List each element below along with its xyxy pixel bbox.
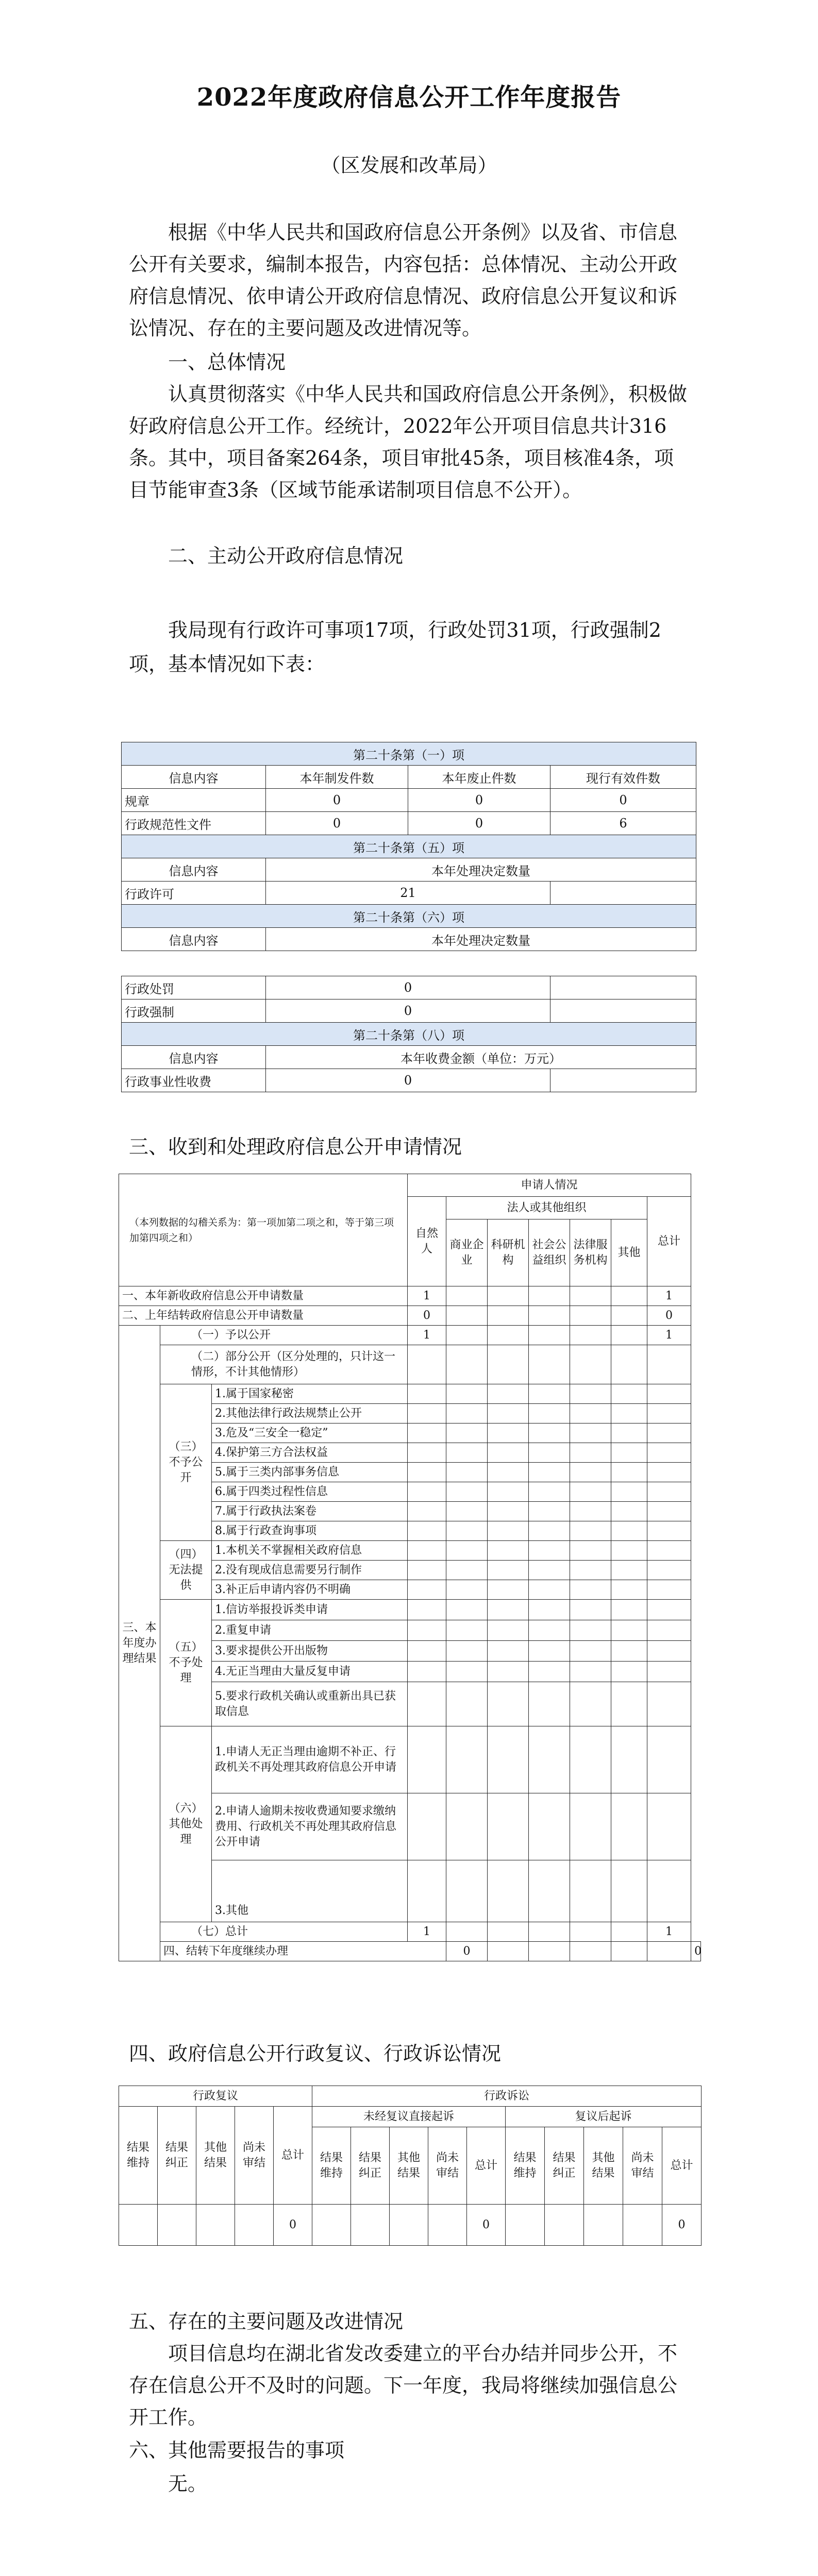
table-row (122, 789, 696, 812)
section-heading-overview: 一、总体情况 (168, 351, 286, 374)
column-header: 结果维持 (119, 2107, 158, 2205)
table-cell: 0 (266, 812, 408, 835)
table-cell: 0 (266, 1069, 550, 1092)
row-group-label: （四）无法提供 (160, 1541, 212, 1600)
table-cell: 0 (266, 789, 408, 812)
column-header: 行政复议 (119, 2086, 312, 2107)
row-label: 规章 (122, 789, 266, 812)
row-label: 二、上年结转政府信息公开申请数量 (119, 1306, 408, 1326)
row-label: 1.申请人无正当理由逾期不补正、行政机关不再处理其政府信息公开申请 (212, 1726, 408, 1793)
section-heading-active-disclosure: 二、主动公开政府信息情况 (168, 545, 404, 567)
column-header: 自然人 (408, 1197, 446, 1286)
table-row (119, 2205, 702, 2246)
section-heading-other: 六、其他需要报告的事项 (129, 2439, 345, 2462)
table-cell: 0 (274, 2205, 312, 2246)
column-header: 商业企业 (446, 1219, 488, 1286)
table-section-header: 第二十条第（一）项 (122, 742, 696, 766)
review-litigation-table (119, 2086, 702, 2246)
column-header: 本年制发件数 (266, 766, 408, 789)
row-label: 1.本机关不掌握相关政府信息 (212, 1541, 408, 1561)
table-section-header: 第二十条第（五）项 (122, 835, 696, 858)
overview-paragraph: 认真贯彻落实《中华人民共和国政府信息公开条例》，积极做好政府信息公开工作。经统计，2022年公开项目信息共计316条。其中，项目备案264条，项目审批45条，项目核准4条，项目节能审查3条（区域节能承诺制项目信息不公开）。 (129, 383, 688, 501)
row-label: 3.危及“三安全一稳定” (212, 1423, 408, 1443)
table-row (119, 1541, 701, 1561)
table-cell: 0 (446, 1942, 488, 1961)
table-cell: 0 (691, 1942, 701, 1961)
column-header: 尚未审结 (235, 2107, 274, 2205)
section-heading-requests: 三、收到和处理政府信息公开申请情况 (129, 1136, 462, 1158)
column-header: 其他结果 (196, 2107, 235, 2205)
row-group-label: （五）不予处理 (160, 1600, 212, 1726)
column-header: 社会公益组织 (529, 1219, 570, 1286)
table-note: （本列数据的勾稽关系为：第一项加第二项之和，等于第三项加第四项之和） (119, 1174, 408, 1286)
column-header: 其他结果 (584, 2127, 623, 2205)
table-cell: 0 (408, 812, 550, 835)
other-paragraph: 无。 (168, 2472, 208, 2495)
column-header: 总计 (274, 2107, 312, 2205)
table-cell: 1 (408, 1286, 446, 1306)
row-label: 8.属于行政查询事项 (212, 1521, 408, 1541)
column-header: 总计 (647, 1197, 691, 1286)
problems-paragraph: 项目信息均在湖北省发改委建立的平台办结并同步公开，不存在信息公开不及时的问题。下一年度，我局将继续加强信息公开工作。 (129, 2342, 678, 2429)
section-heading-review-litigation: 四、政府信息公开行政复议、行政诉讼情况 (129, 2042, 502, 2065)
row-label: （二）部分公开（区分处理的，只计这一情形，不计其他情形） (160, 1345, 408, 1384)
table-row (119, 1942, 701, 1961)
column-header: 未经复议直接起诉 (312, 2107, 506, 2127)
table-row (119, 1286, 701, 1306)
column-header: 总计 (662, 2127, 702, 2205)
table-cell: 0 (408, 789, 550, 812)
column-header: 行政诉讼 (312, 2086, 702, 2107)
column-header: 本年收费金额（单位：万元） (266, 1046, 696, 1069)
column-header: 信息内容 (122, 766, 266, 789)
column-header: 本年处理决定数量 (266, 858, 696, 882)
column-header: 科研机构 (488, 1219, 529, 1286)
row-group-label: 三、本年度办理结果 (119, 1326, 160, 1961)
column-header: 本年废止件数 (408, 766, 550, 789)
column-header: 信息内容 (122, 1046, 266, 1069)
row-label: 4.无正当理由大量反复申请 (212, 1662, 408, 1682)
page-subtitle: （区发展和改革局） (321, 154, 497, 177)
page-title: 2022年度政府信息公开工作年度报告 (196, 83, 622, 112)
row-label: 2.其他法律行政法规禁止公开 (212, 1404, 408, 1423)
table-section-header: 第二十条第（六）项 (122, 905, 696, 928)
table-row (122, 1069, 696, 1092)
row-label: 3.要求提供公开出版物 (212, 1641, 408, 1662)
row-label: （一）予以公开 (160, 1326, 408, 1345)
column-header: 结果纠正 (158, 2107, 196, 2205)
table-row (119, 1600, 701, 1620)
row-label: 行政规范性文件 (122, 812, 266, 835)
table-cell: 6 (550, 812, 696, 835)
table-row (122, 976, 696, 999)
table-row (119, 1345, 701, 1384)
table-row (119, 1726, 701, 1793)
row-group-label: （六）其他处理 (160, 1726, 212, 1922)
table-row (119, 1306, 701, 1326)
row-label: 5.要求行政机关确认或重新出具已获取信息 (212, 1682, 408, 1726)
column-header: 其他结果 (390, 2127, 428, 2205)
row-label: 行政强制 (122, 999, 266, 1023)
row-label: 4.保护第三方合法权益 (212, 1443, 408, 1463)
table-cell: 0 (550, 789, 696, 812)
column-header: 法人或其他组织 (446, 1197, 647, 1219)
row-label: 行政许可 (122, 882, 266, 905)
requests-table (119, 1174, 701, 1961)
table-cell: 1 (647, 1326, 691, 1345)
section-heading-problems: 五、存在的主要问题及改进情况 (129, 2310, 404, 2333)
column-header: 申请人情况 (408, 1174, 691, 1197)
row-label: 3.补正后申请内容仍不明确 (212, 1580, 408, 1600)
row-label: 2.重复申请 (212, 1620, 408, 1641)
active-disclosure-paragraph: 我局现有行政许可事项17项，行政处罚31项，行政强制2项，基本情况如下表： (129, 619, 661, 675)
column-header: 信息内容 (122, 858, 266, 882)
table-cell: 0 (266, 976, 550, 999)
column-header: 信息内容 (122, 928, 266, 951)
row-label: 3.其他 (212, 1860, 408, 1922)
table-cell: 21 (266, 882, 550, 905)
intro-paragraph: 根据《中华人民共和国政府信息公开条例》以及省、市信息公开有关要求，编制本报告，内容包括：总体情况、主动公开政府信息情况、依申请公开政府信息情况、政府信息公开复议和诉讼情况、存在的主要问题及改进情况等。 (129, 221, 678, 340)
table-row (119, 1922, 701, 1942)
column-header: 其他 (611, 1219, 647, 1286)
row-label: 2.申请人逾期未按收费通知要求缴纳费用、行政机关不再处理其政府信息公开申请 (212, 1793, 408, 1860)
row-label: 四、结转下年度继续办理 (160, 1942, 446, 1961)
row-label: 1.属于国家秘密 (212, 1384, 408, 1404)
row-group-label: （三）不予公开 (160, 1384, 212, 1541)
column-header: 结果纠正 (545, 2127, 584, 2205)
column-header: 法律服务机构 (570, 1219, 611, 1286)
row-label: 5.属于三类内部事务信息 (212, 1463, 408, 1482)
table-cell: 0 (408, 1306, 446, 1326)
row-label: 7.属于行政执法案卷 (212, 1502, 408, 1521)
table-row (119, 1326, 701, 1345)
column-header: 尚未审结 (623, 2127, 662, 2205)
row-label: （七）总计 (160, 1922, 408, 1942)
column-header: 现行有效件数 (550, 766, 696, 789)
column-header: 结果维持 (312, 2127, 351, 2205)
column-header: 结果纠正 (351, 2127, 390, 2205)
table-row (122, 882, 696, 905)
row-label: 6.属于四类过程性信息 (212, 1482, 408, 1502)
active-disclosure-table (121, 742, 696, 1092)
table-cell: 0 (647, 1306, 691, 1326)
table-cell: 0 (662, 2205, 702, 2246)
row-label: 行政事业性收费 (122, 1069, 266, 1092)
column-header: 本年处理决定数量 (266, 928, 696, 951)
column-header: 尚未审结 (428, 2127, 467, 2205)
table-cell: 1 (408, 1922, 446, 1942)
table-row (119, 1384, 701, 1404)
table-row (122, 812, 696, 835)
row-label: 2.没有现成信息需要另行制作 (212, 1561, 408, 1580)
table-cell: 1 (647, 1286, 691, 1306)
row-label: 1.信访举报投诉类申请 (212, 1600, 408, 1620)
row-label: 一、本年新收政府信息公开申请数量 (119, 1286, 408, 1306)
table-cell: 0 (467, 2205, 506, 2246)
table-cell: 0 (266, 999, 550, 1023)
table-cell: 1 (647, 1922, 691, 1942)
column-header: 总计 (467, 2127, 506, 2205)
column-header: 结果维持 (506, 2127, 545, 2205)
row-label: 行政处罚 (122, 976, 266, 999)
column-header: 复议后起诉 (506, 2107, 702, 2127)
table-section-header: 第二十条第（八）项 (122, 1023, 696, 1046)
table-cell: 1 (408, 1326, 446, 1345)
table-row (122, 999, 696, 1023)
